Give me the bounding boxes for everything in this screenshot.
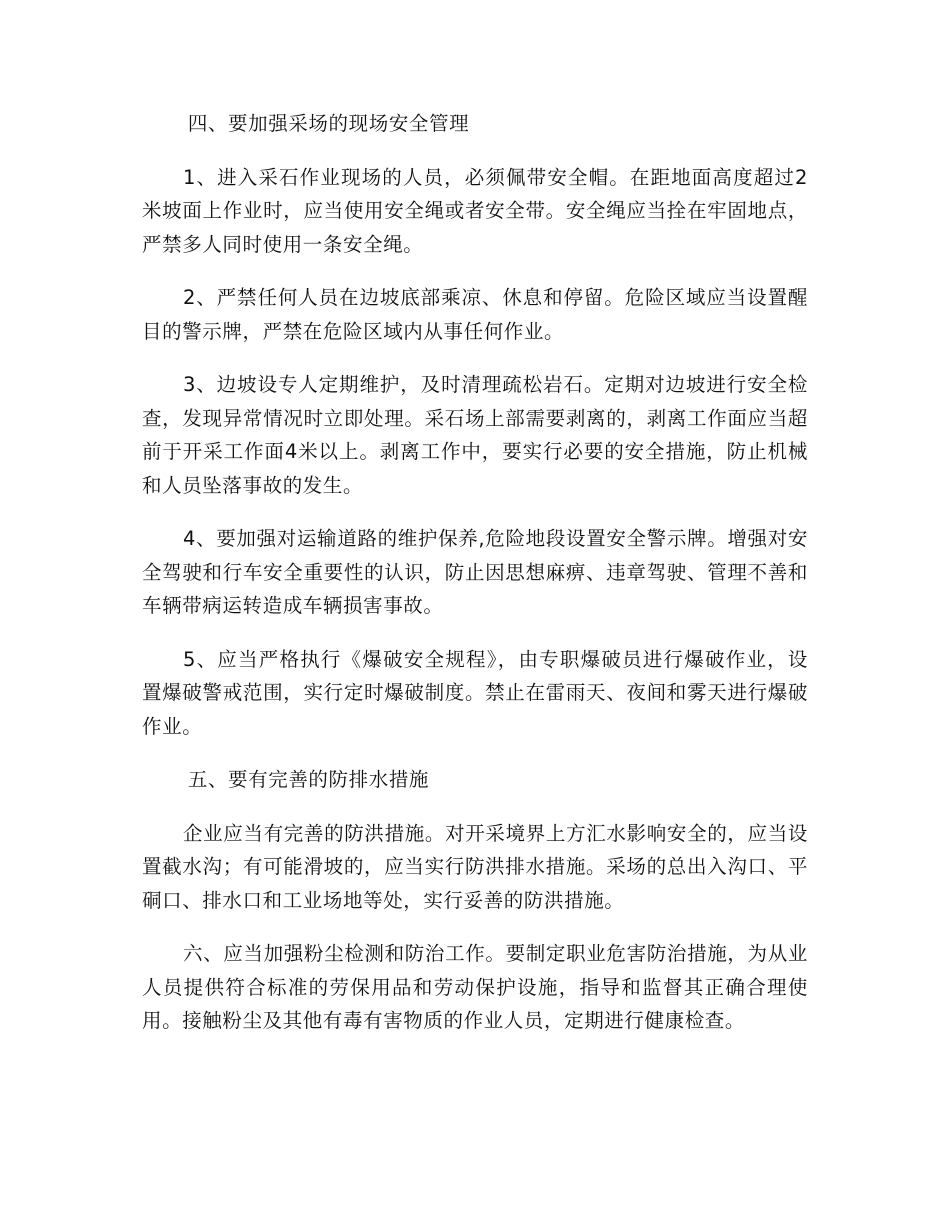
paragraph-4: 4、要加强对运输道路的维护保养,危险地段设置安全警示牌。增强对安全驾驶和行车安全重要性的认识，防止因思想麻痹、违章驾驶、管理不善和车辆带病运转造成车辆损害事故。: [142, 527, 808, 617]
paragraph-flood-control: 企业应当有完善的防洪措施。对开采境界上方汇水影响安全的，应当设置截水沟；有可能滑坡的，应当实行防洪排水措施。采场的总出入沟口、平硐口、排水口和工业场地等处，实行妥善的防洪措施。: [142, 821, 808, 912]
section-heading-5: 五、要有完善的防排水措施: [187, 768, 430, 791]
paragraph-2: 2、严禁任何人员在边坡底部乘凉、休息和停留。危险区域应当设置醒目的警示牌，严禁在危险区域内从事任何作业。: [142, 286, 808, 343]
document-page: [142, 107, 808, 1058]
paragraph-3: 3、边坡设专人定期维护，及时清理疏松岩石。定期对边坡进行安全检查，发现异常情况时立即处理。采石场上部需要剥离的，剥离工作面应当超前于开采工作面4米以上。剥离工作中，要实行必要的安全措施，防止机械和人员坠落事故的发生。: [142, 373, 808, 497]
section-heading-4: 四、要加强采场的现场安全管理: [187, 112, 470, 135]
paragraph-dust-control: 六、应当加强粉尘检测和防治工作。要制定职业危害防治措施，为从业人员提供符合标准的劳保用品和劳动保护设施，指导和监督其正确合理使用。接触粉尘及其他有毒有害物质的作业人员，定期进行健康检查。: [142, 942, 808, 1032]
paragraph-5: 5、应当严格执行《爆破安全规程》，由专职爆破员进行爆破作业，设置爆破警戒范围，实行定时爆破制度。禁止在雷雨天、夜间和雾天进行爆破作业。: [142, 647, 808, 738]
paragraph-1: 1、进入采石作业现场的人员，必须佩带安全帽。在距地面高度超过2米坡面上作业时，应当使用安全绳或者安全带。安全绳应当拴在牢固地点，严禁多人同时使用一条安全绳。: [142, 165, 808, 256]
